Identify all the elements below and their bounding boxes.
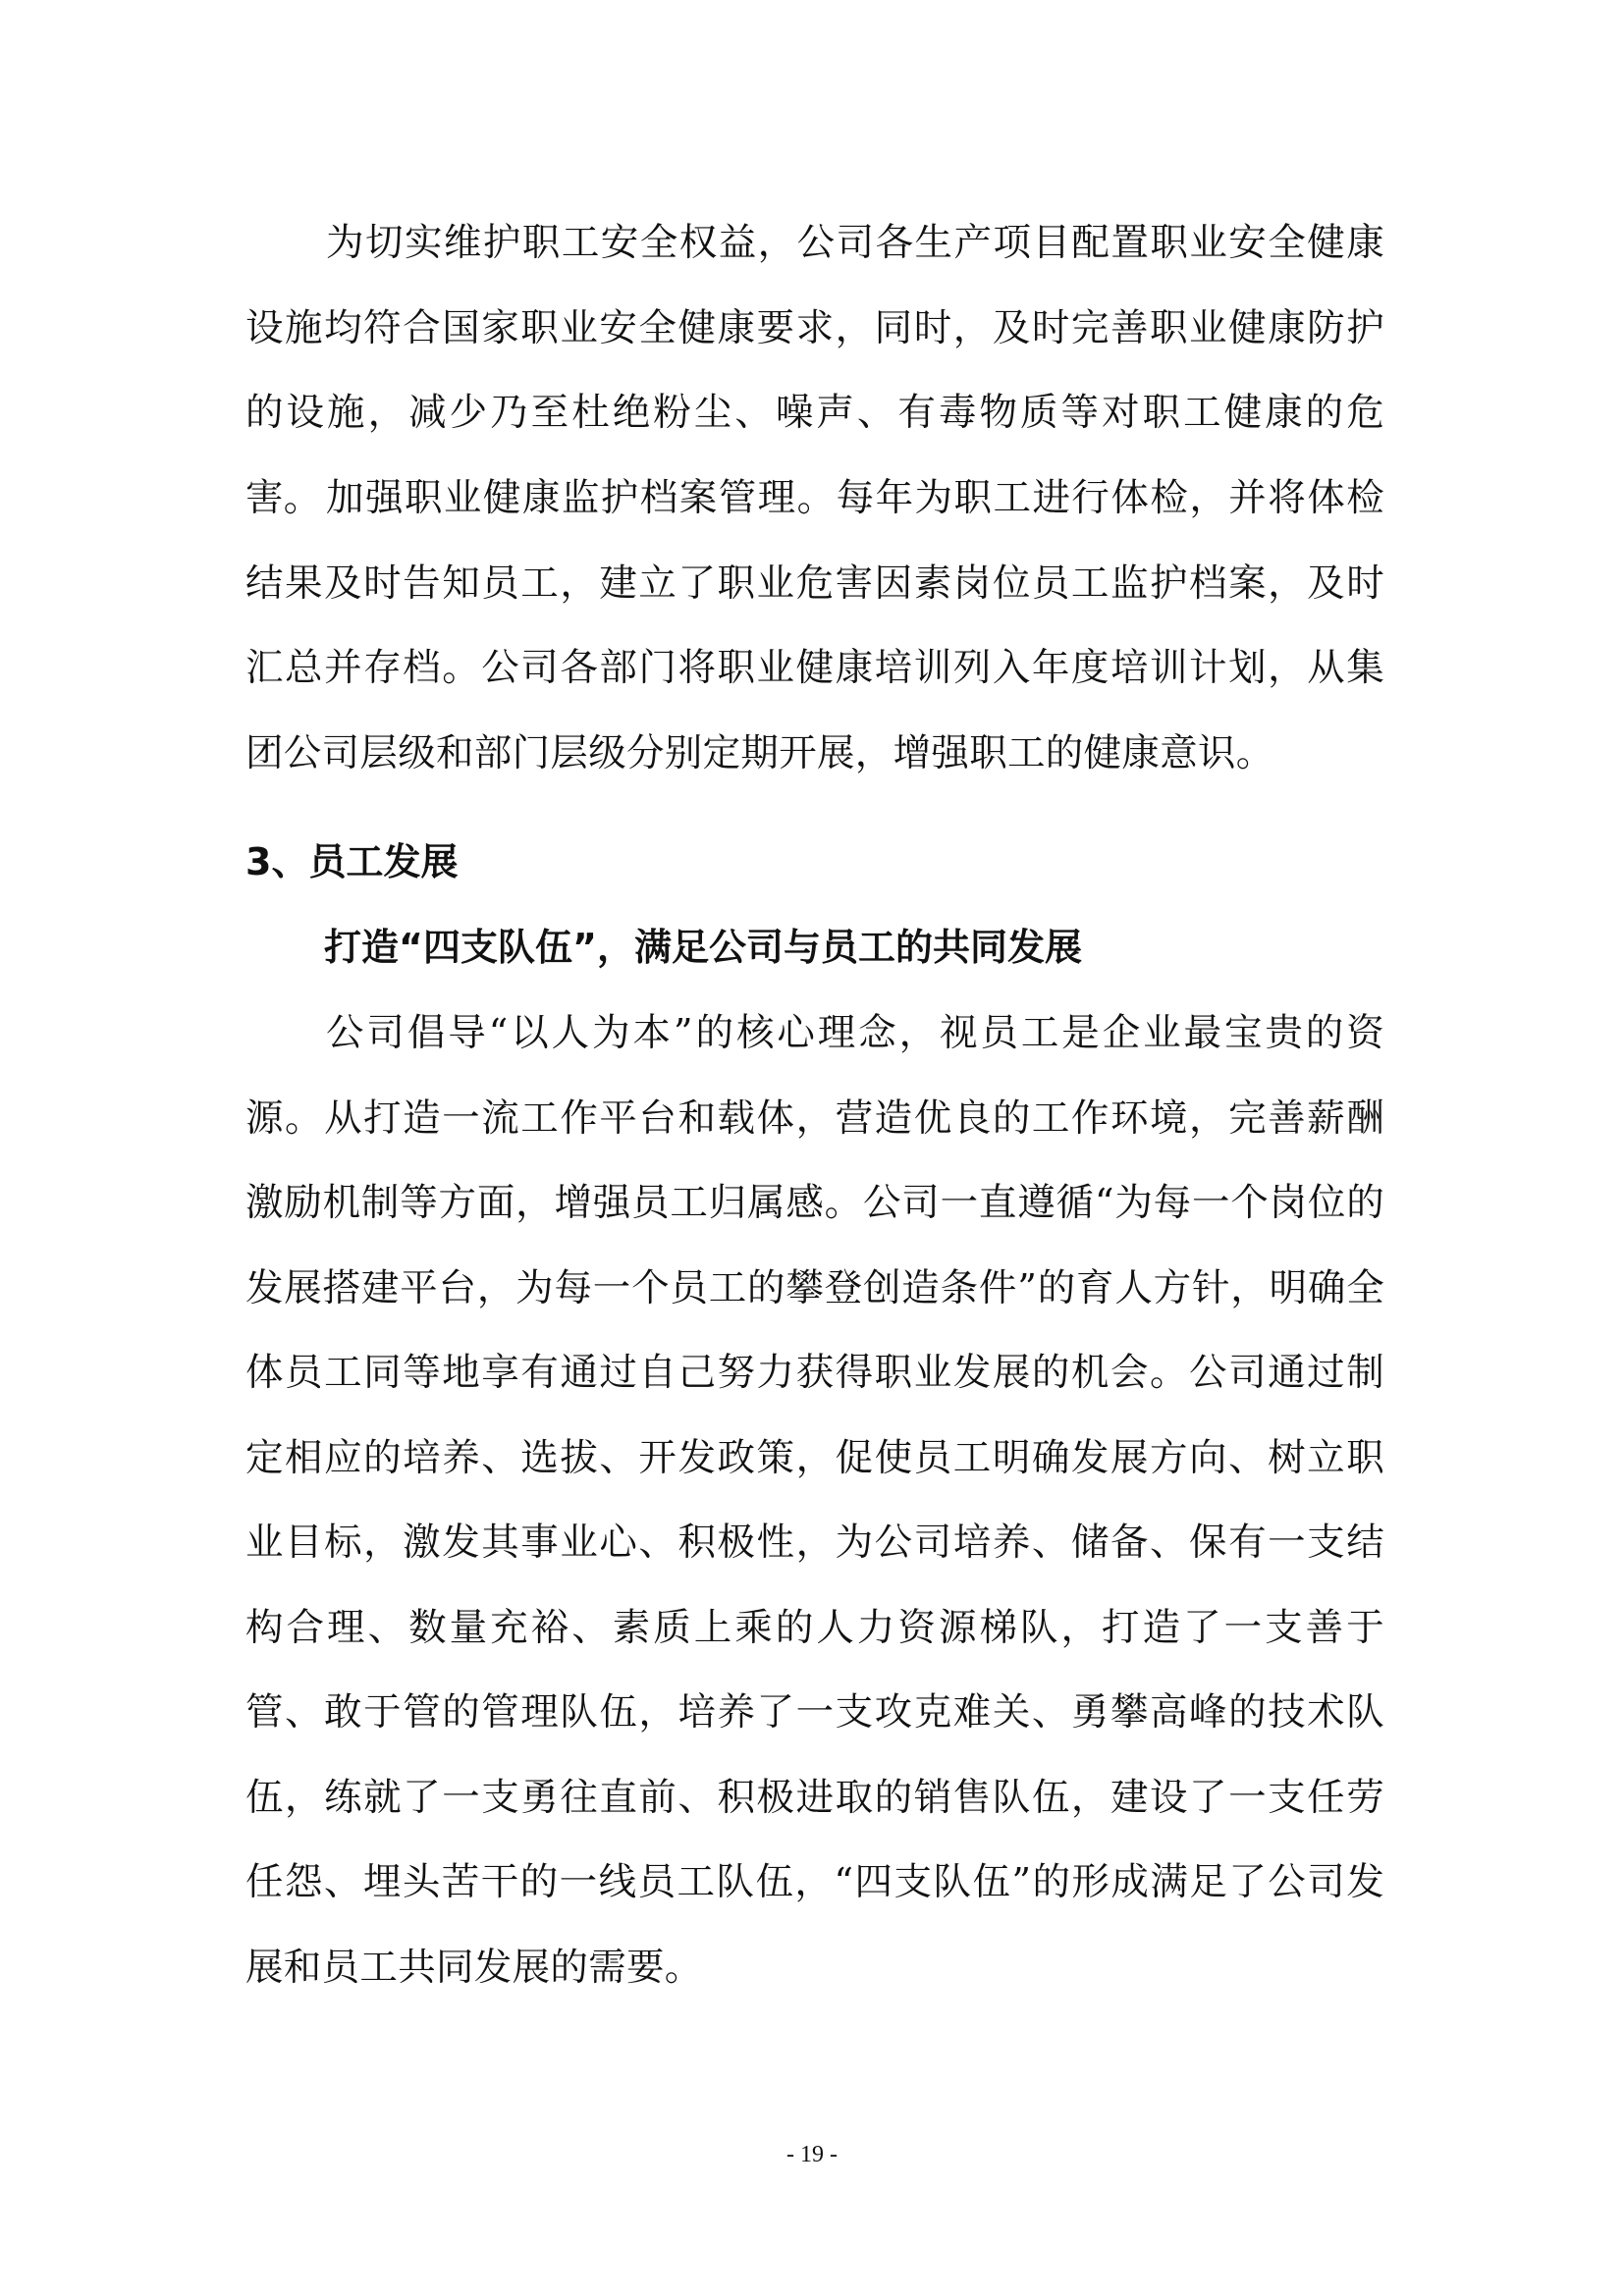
page-number: - 19 - bbox=[786, 2142, 838, 2167]
paragraph-occupational-safety: 为切实维护职工安全权益，公司各生产项目配置职业安全健康设施均符合国家职业安全健康要求，同时，及时完善职业健康防护的设施，减少乃至杜绝粉尘、噪声、有毒物质等对职工健康的危害。 bbox=[245, 221, 1384, 520]
paragraph-employee-development: 公司倡导“以人为本”的核心理念，视员工是企业最宝贵的资源。从打造一流工作平台和载体，营造优良的工作环境，完善薪酬激励机制等方面，增强员工归属感。公司一直遵循“为每一个岗位的发展搭建平台，为每一个员工的攀登创造条件”的育人方针，明确全体员工同等地享有通过自己努力获得职业发展的机会。公司通过制定相应的培养、选拔、开发政策，促使员工明确发展方向、树立职业目标，激发其事业心、积极性，为公司培养、储备、保有一支结构合理、数量充裕、素质上乘的人力资源梯队，打造了一支善于管、敢于管的管理队伍，培养了一支攻克难关、勇攀高峰的技术队伍，练就了一支勇往直前、积极进取的销售队伍，建设了一支任劳任怨、埋头苦干的一线员工队伍，“四支队伍”的形成满足了公司发展和员工共同发展的需要。 bbox=[245, 1011, 1384, 1990]
paragraph-health-records: 加强职业健康监护档案管理。每年为职工进行体检，并将体检结果及时告知员工，建立了职业危害因素岗位员工监护档案，及时汇总并存档。公司各部门将职业健康培训列入年度培训计划，从集团公司层级和部门层级分别定期开展，增强职工的健康意识。 bbox=[245, 476, 1384, 775]
section-heading: 3、员工发展 bbox=[245, 840, 459, 883]
subheading: 打造“四支队伍”，满足公司与员工的共同发展 bbox=[324, 926, 1082, 969]
